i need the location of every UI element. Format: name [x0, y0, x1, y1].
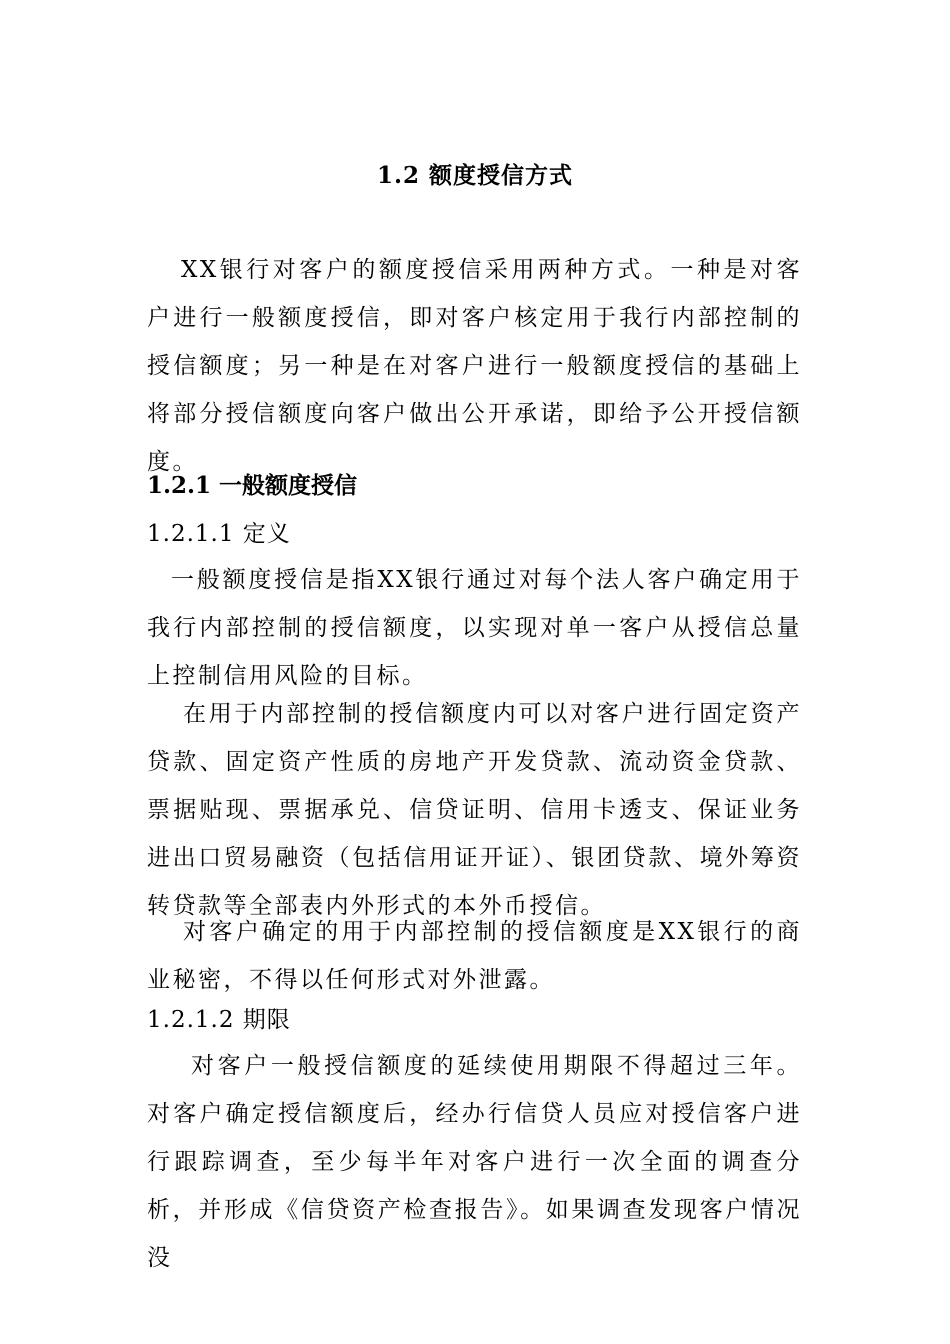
term-heading: 1.2.1.2 期限	[147, 1007, 291, 1033]
term-paragraph-1: 对客户一般授信额度的延续使用期限不得超过三年。对客户确定授信额度后，经办行信贷人员应对授信客户进行跟踪调查，至少每半年对客户进行一次全面的调查分析，并形成《信贷资产检查报告》。如果调查发现客户情况没	[147, 1053, 802, 1271]
definition-paragraph-2: 在用于内部控制的授信额度内可以对客户进行固定资产贷款、固定资产性质的房地产开发贷款、流动资金贷款、票据贴现、票据承兑、信贷证明、信用卡透支、保证业务进出口贸易融资（包括信用证开证）、银团贷款、境外筹资转贷款等全部表内外形式的本外币授信。	[147, 701, 802, 919]
subsection-heading: 1.2.1 一般额度授信	[147, 472, 358, 499]
intro-paragraph: XX银行对客户的额度授信采用两种方式。一种是对客户进行一般额度授信，即对客户核定用于我行内部控制的授信额度；另一种是在对客户进行一般额度授信的基础上将部分授信额度向客户做出公开承诺，即给予公开授信额度。	[147, 257, 802, 475]
definition-paragraph-1: 一般额度授信是指XX银行通过对每个法人客户确定用于我行内部控制的授信额度，以实现对单一客户从授信总量上控制信用风险的目标。	[147, 567, 802, 689]
definition-heading: 1.2.1.1 定义	[147, 521, 291, 547]
definition-paragraph-3: 对客户确定的用于内部控制的授信额度是XX银行的商业秘密，不得以任何形式对外泄露。	[147, 919, 802, 993]
section-title: 1.2 额度授信方式	[376, 162, 574, 189]
